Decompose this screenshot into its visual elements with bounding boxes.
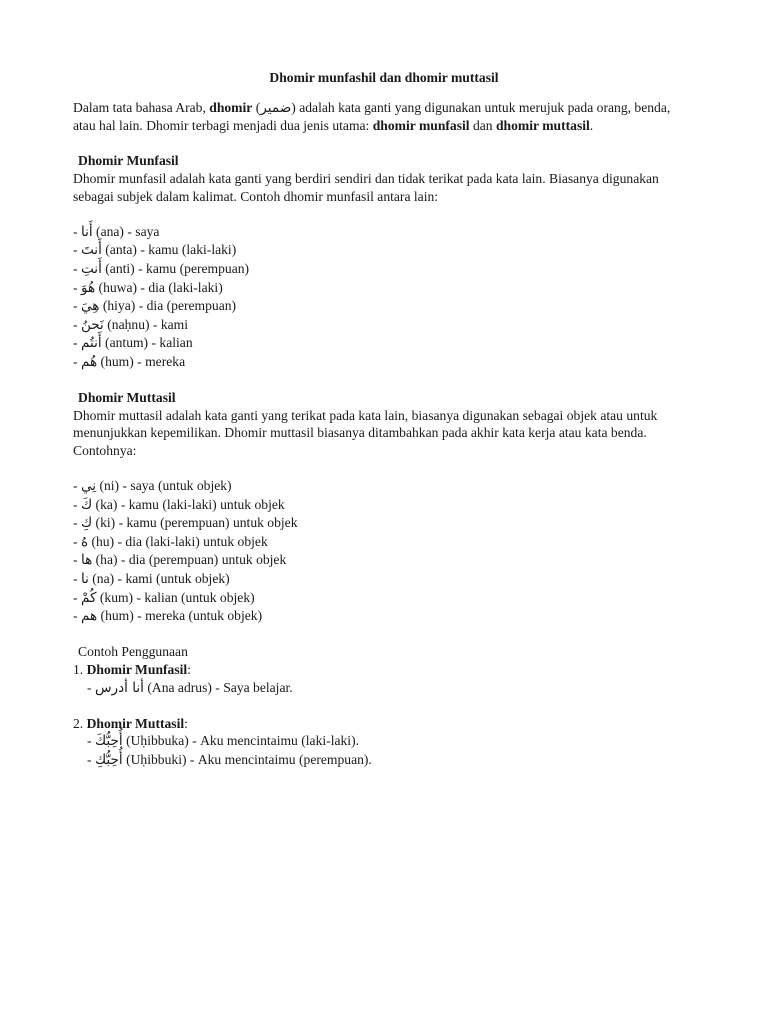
arabic-pronoun: أَنتُم — [80, 335, 102, 352]
arabic-suffix: هم — [80, 608, 98, 625]
intro-arabic-dhomir: ضمير — [260, 99, 292, 116]
usage-heading: Contoh Penggunaan — [78, 644, 188, 660]
list-item — [73, 496, 695, 515]
list-bullet: - — [73, 589, 81, 605]
munfasil-heading: Dhomir Munfasil — [78, 153, 179, 169]
list-bullet: - — [87, 679, 95, 695]
example-number: 2. — [73, 715, 87, 731]
intro-bold-muttasil: dhomir muttasil — [496, 118, 590, 134]
munfasil-list — [73, 223, 695, 372]
list-item-text: (anti) - kamu (perempuan) — [101, 260, 250, 276]
list-item — [73, 477, 695, 496]
intro-text-1: Dalam tata bahasa Arab, — [73, 99, 210, 115]
list-bullet: - — [73, 223, 81, 239]
muttasil-description: Dhomir muttasil adalah kata ganti yang terikat pada kata lain, biasanya digunakan sebagai objek atau untuk menunjukkan kepemilikan. Dhomir muttasil biasanya ditambahkan pada akhir kata kerja atau kata benda. Contohnya: — [73, 407, 658, 458]
list-item — [73, 260, 695, 279]
document-title: Dhomir munfashil dan dhomir muttasil — [269, 70, 499, 85]
example-text: (Uḥibbuki) - Aku mencintaimu (perempuan). — [122, 751, 372, 767]
example-colon: : — [187, 662, 191, 677]
example-number: 1. — [73, 662, 87, 677]
usage-example-1-line — [73, 679, 695, 698]
list-bullet: - — [73, 335, 81, 351]
list-bullet: - — [73, 298, 81, 314]
example-text: (Uḥibbuka) - Aku mencintaimu (laki-laki). — [122, 733, 359, 749]
list-item-text: (ana) - saya — [92, 223, 160, 239]
intro-bold-munfasil: dhomir munfasil — [372, 118, 470, 134]
example-label: Dhomir Muttasil — [86, 715, 185, 731]
arabic-pronoun: نَحنُ — [80, 316, 104, 333]
list-bullet: - — [73, 478, 81, 494]
list-item-text: (hum) - mereka (untuk objek) — [97, 608, 263, 624]
arabic-suffix: نا — [80, 571, 89, 588]
list-item-text: (ha) - dia (perempuan) untuk objek — [92, 552, 287, 568]
list-bullet: - — [73, 571, 81, 587]
list-item — [73, 316, 695, 335]
intro-text-2: ( — [252, 99, 261, 115]
document-page — [73, 69, 695, 770]
intro-paragraph — [73, 99, 695, 135]
intro-text-4: dan — [469, 118, 496, 134]
list-bullet: - — [73, 515, 81, 531]
usage-example-2-line — [73, 732, 695, 751]
list-item — [73, 223, 695, 242]
usage-example-2-line — [73, 751, 695, 770]
example-colon: : — [184, 715, 188, 731]
arabic-suffix: كَ — [80, 496, 93, 513]
arabic-suffix: كُمْ — [80, 589, 97, 606]
list-item — [73, 334, 695, 353]
list-item-text: (antum) - kalian — [101, 335, 193, 351]
arabic-pronoun: أَنا — [80, 223, 93, 240]
list-bullet: - — [87, 751, 95, 767]
arabic-suffix: ها — [80, 552, 93, 569]
arabic-pronoun: أَنتِ — [80, 260, 102, 277]
usage-example-1-title — [73, 661, 695, 679]
munfasil-description: Dhomir munfasil adalah kata ganti yang berdiri sendiri dan tidak terikat pada kata lain. Biasanya digunakan sebagai subjek dalam kalimat. Contoh dhomir munfasil antara lain: — [73, 170, 659, 204]
list-bullet: - — [73, 533, 81, 549]
intro-text-5: . — [589, 118, 594, 134]
list-item-text: (kum) - kalian (untuk objek) — [96, 589, 255, 605]
list-item-text: (hiya) - dia (perempuan) — [99, 298, 237, 314]
list-item-text: (naḥnu) - kami — [103, 316, 189, 332]
muttasil-list — [73, 477, 695, 626]
list-bullet: - — [73, 353, 81, 369]
list-item-text: (hum) - mereka — [97, 353, 186, 369]
list-bullet: - — [73, 279, 81, 295]
list-item — [73, 353, 695, 372]
list-bullet: - — [73, 552, 81, 568]
arabic-sentence: أُحِبُّكَ — [94, 733, 123, 750]
arabic-pronoun: هُم — [80, 353, 98, 370]
list-item-text: (anta) - kamu (laki-laki) — [101, 242, 237, 258]
arabic-suffix: نِي — [80, 478, 97, 495]
arabic-suffix: كِ — [80, 515, 93, 532]
list-bullet: - — [73, 496, 81, 512]
arabic-pronoun: هُوَ — [80, 279, 96, 296]
arabic-sentence: أنا أدرس — [94, 679, 144, 696]
list-item-text: (ki) - kamu (perempuan) untuk objek — [92, 515, 298, 531]
list-bullet: - — [73, 260, 81, 276]
list-item-text: (na) - kami (untuk objek) — [88, 571, 230, 587]
list-item-text: (ni) - saya (untuk objek) — [96, 478, 232, 494]
arabic-suffix: هُ — [80, 533, 89, 550]
arabic-pronoun: أَنتَ — [80, 242, 102, 259]
list-bullet: - — [73, 316, 81, 332]
example-text: (Ana adrus) - Saya belajar. — [143, 679, 293, 695]
list-item — [73, 279, 695, 298]
list-item — [73, 551, 695, 570]
list-bullet: - — [73, 608, 81, 624]
list-item — [73, 297, 695, 316]
list-item — [73, 607, 695, 626]
list-item-text: (hu) - dia (laki-laki) untuk objek — [88, 533, 268, 549]
arabic-pronoun: هِيَ — [80, 298, 100, 315]
intro-bold-dhomir: dhomir — [209, 99, 253, 115]
usage-example-2-title — [73, 715, 695, 733]
list-item — [73, 570, 695, 589]
list-item — [73, 589, 695, 608]
intro-text-3: ) adalah kata ganti yang digunakan untuk merujuk pada orang, benda, atau hal lain. Dhomir terbagi menjadi dua jenis utama: — [73, 99, 671, 134]
list-bullet: - — [73, 242, 81, 258]
example-label: Dhomir Munfasil — [86, 662, 188, 677]
list-bullet: - — [87, 733, 95, 749]
list-item-text: (ka) - kamu (laki-laki) untuk objek — [92, 496, 285, 512]
list-item — [73, 533, 695, 552]
list-item — [73, 514, 695, 533]
arabic-sentence: أُحِبُّكِ — [94, 751, 123, 768]
list-item — [73, 241, 695, 260]
muttasil-heading: Dhomir Muttasil — [78, 390, 176, 406]
list-item-text: (huwa) - dia (laki-laki) — [95, 279, 223, 295]
